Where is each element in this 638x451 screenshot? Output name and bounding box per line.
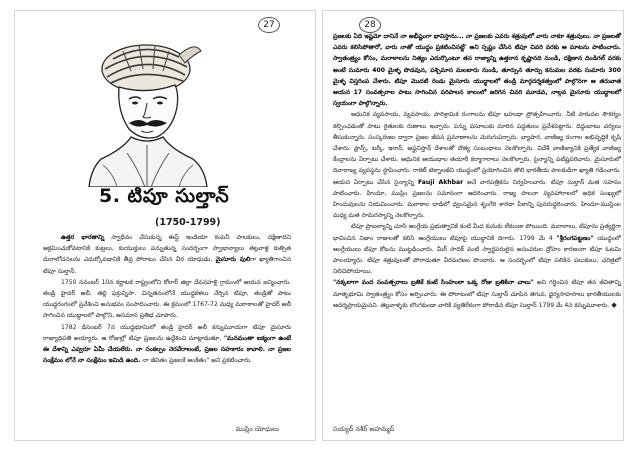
- right-page: [322, 10, 624, 441]
- paragraph: [333, 277, 621, 311]
- bold-text: Fauji Akhbar: [417, 178, 464, 186]
- robe: [89, 137, 207, 187]
- page-number: 28: [359, 17, 381, 33]
- bold-text: మైసూరు పులి: [215, 256, 251, 264]
- left-body-text: [43, 232, 291, 366]
- bold-text: "శ్రీరంగపట్టణం": [556, 234, 594, 242]
- bold-text: "మనమంతా ఐక్యంగా ఉంటే ఈ దేశాన్ని ఎవ్వరూ ఏమీ చేయలేరు. నా సంకల్పం నెరవేరాలంటే, ప్రజల సహకారం కావాలి. నా ప్రజల సంక్షేమం లోనే నా సంక్షేమం ఇమిడి ఉంది.: [43, 334, 291, 365]
- right-body-text: [333, 31, 621, 311]
- left-page: [14, 10, 316, 441]
- turban: [102, 45, 190, 93]
- face: [119, 85, 178, 138]
- paragraph-tail: యుద్ధంలో ఆంగ్లేయులు టిపూ కోటను ముట్టడించారు. మీర్ సాదిక్ వంటి స్వార్థపరులైన అనుచరుల ద్రోహం కారణంగా టిపూ ఓటమి పాలయ్యారు. టిపూ శత్రువులతో పోరాడుతూ వీరమరణం పొందారు. ఆ సందర్భంలో టిపూ పలికిన పలుకులు, చరిత్రలో నిలిచిపోయాయి.: [333, 234, 621, 276]
- paragraph: [43, 232, 291, 277]
- paragraph-text: అని గర్జించిన టిపూ తన జీవితాన్ని మాతృభూమి స్వాతంత్ర్యం కోసం అర్పించారు. ఈ పోరాటంలో టిపూ సుల్తాన్ చూపిన తెగువ, ధైర్యసాహసాలు భారతీయులకు ఆదర్శప్రాయమైనవి. తెల్లవాళ్ళకు లొంగకుండా వారికి వ్యతిరేకంగా పోరాడిన టిపూ సుల్తాన్ 1799 మే 4న కన్నుమూశారు.: [333, 279, 621, 309]
- paragraph-tail: నా జీవితం ప్రజలకే అంకితం" అని ప్రకటించారు.: [140, 357, 252, 365]
- bold-text: ప్రజలకు ఏది ఇష్టమో దానినే నా అభీష్టంగా భావిస్తాను... నా ప్రజలకు ఎవరు శత్రువులో వారు నాకూ శత్రువులు. నా ప్రజలతో ఎవరు కలిసిపోతారో, వారు నాతో యుద్ధం ప్రకటించినట్టే' అని స్పష్టం చేసిన టిపూ చివరి వరకు ఆ మాటను పాటించారు. స్వాతంత్ర్యం కోసం, మరాఠాలను నిత్యం ఎదుర్కొంటూ తన రాజ్యాన్ని ఉత్తరాన కృష్ణానది నుండి, దక్షిణాన దిండిగల్ వరకు అంటే సుమారు 400 మైళ్ళ పొడవున, పశ్చిమాన మలబారు నుండి, తూర్పున తూర్పు కనుమల వరకు సుమారు 300 మైళ్ళ విస్తరింప చేశారు. టిపూ మొదటి రెండు మైసూరు యుద్ధాలలో తండ్రి మార్గదర్శకత్వంలో పాల్గొనగా ఆ తరువాత ఆయన 17 సంవత్సరాల పాటు సాగించిన పరిపాలన కాలంలో జరిగిన చివరి మూడవ, నాల్గవ మైసూరు యుద్ధాలలో స్వయంగా పాల్గొన్నారు.: [333, 33, 621, 108]
- end-diamond-icon: ◆: [611, 300, 617, 309]
- bold-text: "నక్కలాగా వంద సంవత్సరాలు బ్రతికే కంటే సింహంలా ఒక్క రోజు బ్రతికినా చాలు": [333, 279, 534, 287]
- page-footer: ముస్లిం యోధులు: [235, 425, 279, 433]
- chapter-years: (1750-1799): [155, 217, 221, 228]
- page-number: 27: [258, 17, 280, 33]
- lead-text: ఉత్తర భారతాన్ని: [61, 234, 105, 241]
- paragraph: [333, 109, 621, 221]
- paragraph: [43, 277, 291, 322]
- paragraph-tail: గా ఖ్యాతిగాంచిన టిపూ సుల్తాన్.: [43, 256, 291, 275]
- chapter-title: 5. టిపూ సుల్తాన్: [99, 185, 230, 207]
- paragraph-tail: అనే వారపత్రికను నిర్వహించారు. టిపూ సుల్తాన్ మత సహనం పాటించారు. హిందూ, ముస్లిం ప్రజలను సమానంగా ఆదరించారు. రాజ్య పాలనా వ్యవహారాలలో అధిక సంఖ్యలో హిందువులను నియమించారు. మరాఠాల దాడిలో ధ్వంసమైన శృంగేరి శారదా పీఠాన్ని పునరుద్ధరించారు. హిందూ-ముస్లింల మధ్య మత సామరస్యాన్ని నెలకొల్పారు.: [333, 178, 621, 220]
- paragraph: [333, 31, 621, 109]
- paragraph-text: ఆధునిక వ్యవసాయ, వ్యవసాయ, పారిశ్రామిక రంగాలను టిపూ బహుధా ప్రోత్సహించారు. నీటి పారుదల సౌకర్యం కల్పించడంతో పాటు రైతులకు రుణాలు ఇచ్చారు. పన్ను వసూలుకు మారిన పద్ధతులు ప్రవేశపెట్టారు. దిద్దుబాటు చర్యలు తీసుకున్నారు. సంస్కరణల ద్వారా ప్రజల జీవన ప్రమాణాలను మెరుగుపర్చారు. వ్యాపార, వాణిజ్య రంగాల అభివృద్ధికి కృషి చేశారు. ఫ్రాన్స్, టర్కీ, ఇరాన్, అఫ్ఘనిస్తాన్ దేశాలతో దౌత్య సంబంధాలు నెలకొల్పారు. విదేశీ వాణిజ్యానికి ప్రత్యేక వాణిజ్య కేంద్రాలను ఏర్పాటు చేశారు. ఆధునిక ఆయుధాల తయారీ కర్మాగారాలు నెలకొల్పారు. సైన్యాన్ని పటిష్టపరిచారు. మైసూరులో దివారాజ్య వ్యవస్థను స్థాపించారు. రాకెట్ టెక్నాలజీని యుద్ధంలో ప్రయోగించిన తొలి భారతీయ పాలకుడిగా ఖ్యాతి గడించారు. ఆయన ఏర్పాటు చేసిన సైన్యాన్ని: [333, 111, 621, 186]
- paragraph-text: టిపూ ప్రాబల్యాన్ని చూసి ఆంగ్లేయ ప్రభుత్వానికి కంటి మీద కునుకు లేకుండా పోయింది. మరాఠాలు, టిపూను ప్రత్యర్థిగా భావించిన నిజాం రాజులతో కలిసి ఆంగ్లేయులు టిపూపై యుద్ధానికి దిగారు. 1799 మే 4: [333, 223, 621, 242]
- paragraph: [43, 322, 291, 367]
- paragraph: [333, 221, 621, 277]
- paragraph-text: స్వాధీనం చేసుకున్న ఈస్ట్ ఇండియా కంపెనీ పాలకులు, దక్షిణాదిని ఆక్రమించుకోవటానికి కుట్రలు, కుయుక్తులు పన్నుతున్న సందర్భంగా స్వాభావ్యాలు తెల్లవాళ్ల కుత్సిత దురాలోచనలను ఎదుర్కోవడానికి తీవ్ర పోరాటం చేసిన వీర యోధుడు,: [43, 234, 291, 264]
- page-footer: సయ్యద్ నశీర్ అహమ్మద్: [333, 425, 395, 433]
- paragraph-text: 1782 డిసెంబర్ 7న యుద్ధభూమిలో తండ్రి హైదర్ అలీ కన్నుమూయగా టిపూ మైసూరు రాజ్యాధిపతి అయ్యారు. ఆ రోజుల్లో టిపూ ప్రజలను ఉద్దేశించి మాట్లాడుతూ,: [43, 323, 291, 342]
- tipu-sultan-portrait: [83, 37, 213, 187]
- paragraph-text: 1750 నవంబర్ 10న కర్ణాటక రాష్ట్రంలోని కోలార్ జిల్లా దేవనహళ్లి గ్రామంలో ఆయన జన్మించారు. తండ్రి హైదర్ అలీ, తల్లి ఫక్రున్నిసా. చిన్నతనంలోనే యుద్ధకళలు నేర్చిన టిపూ, తండ్రితో పాటు యుద్ధరంగంలో ప్రవేశించి అనుభవం సంపాదించారు. ఈ క్రమంలో 1767-72 మధ్య మరాఠాలతో హైదర్ అలీ సాగించిన యుద్ధాలలో పాల్గొని, అసమాన ప్రతిభ చూపారు.: [43, 278, 291, 320]
